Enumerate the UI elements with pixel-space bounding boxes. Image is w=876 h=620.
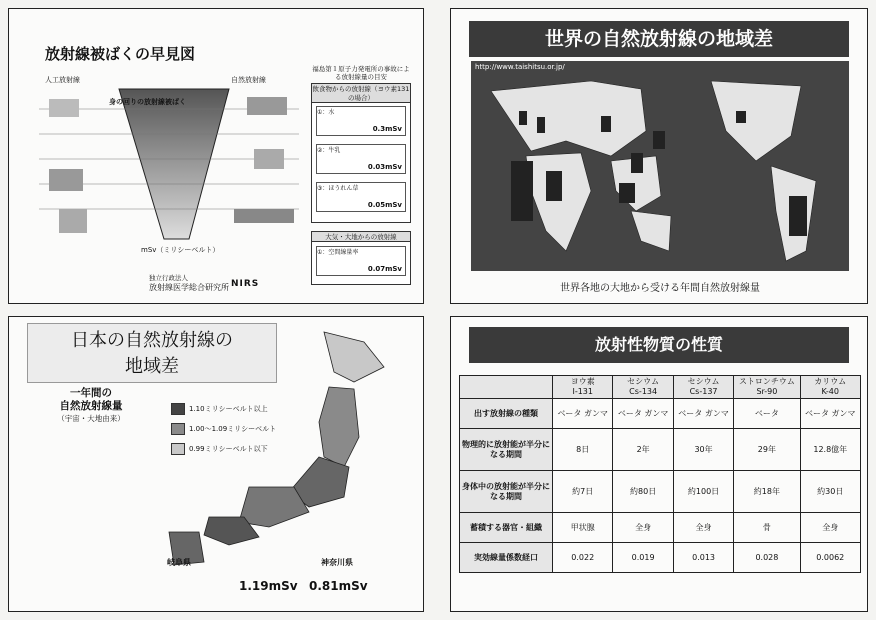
row-header: 身体中の放射能が半分になる期間 bbox=[460, 471, 553, 513]
legend-label: 0.99ミリシーベルト以下 bbox=[189, 445, 268, 453]
legend-note: （宇宙・大地由来） bbox=[57, 414, 125, 423]
table-cell: 0.019 bbox=[613, 543, 673, 573]
kanagawa-label: 神奈川県 bbox=[321, 558, 353, 567]
legend-label: 1.00～1.09ミリシーベルト bbox=[189, 425, 277, 433]
table-cell: 12.8億年 bbox=[800, 429, 860, 471]
table-cell: 29年 bbox=[734, 429, 800, 471]
table-row bbox=[460, 471, 861, 513]
gifu-value: 1.19mSv bbox=[239, 579, 298, 593]
side-header: 福島第１原子力発電所の事故による放射線量の目安 bbox=[312, 65, 410, 81]
food-item-value: 0.3mSv bbox=[372, 125, 402, 133]
table-cell: 約100日 bbox=[673, 471, 733, 513]
legend-title-line1: 一年間の bbox=[70, 387, 112, 399]
world-map bbox=[471, 61, 849, 271]
slide-radioactive-properties bbox=[450, 316, 868, 612]
slide-world-radiation bbox=[450, 8, 868, 304]
col-header bbox=[673, 376, 733, 399]
col-header bbox=[613, 376, 673, 399]
table-cell: 骨 bbox=[734, 513, 800, 543]
food-item-water bbox=[316, 106, 406, 136]
table-cell: ベータ ガンマ bbox=[673, 399, 733, 429]
air-radiation-box bbox=[311, 231, 411, 285]
col-header bbox=[800, 376, 860, 399]
fukushima-dose-panel bbox=[311, 65, 411, 287]
col-code: Cs-134 bbox=[629, 387, 658, 396]
row-header: 出す放射線の種類 bbox=[460, 399, 553, 429]
funnel-center-label: 身の回りの放射線被ばく bbox=[109, 98, 186, 106]
food-item-label: ①：水 bbox=[317, 109, 335, 116]
table-cell: ベータ bbox=[734, 399, 800, 429]
food-item-spinach bbox=[316, 182, 406, 212]
table-cell: 0.028 bbox=[734, 543, 800, 573]
air-header: 大気・大地からの放射線 bbox=[312, 232, 410, 242]
table-cell: ベータ ガンマ bbox=[613, 399, 673, 429]
natural-radiation-label: 自然放射線 bbox=[231, 76, 266, 84]
food-item-milk bbox=[316, 144, 406, 174]
legend-label: 1.10ミリシーベルト以上 bbox=[189, 405, 268, 413]
table-row bbox=[460, 399, 861, 429]
table-cell: 2年 bbox=[613, 429, 673, 471]
food-header: 飲食物からの放射線（ヨウ素131の場合） bbox=[312, 85, 410, 102]
slide-radiation-exposure-chart bbox=[8, 8, 424, 304]
table-cell: 全身 bbox=[613, 513, 673, 543]
slide2-caption: 世界各地の大地から受ける年間自然放射線量 bbox=[560, 283, 760, 294]
table-corner bbox=[460, 376, 553, 399]
table-cell: 全身 bbox=[673, 513, 733, 543]
legend-title-line2: 自然放射線量 bbox=[59, 400, 123, 412]
air-item-label: ①：空間線量率 bbox=[317, 249, 359, 256]
table-cell: 約18年 bbox=[734, 471, 800, 513]
table-cell: 0.0062 bbox=[800, 543, 860, 573]
food-item-value: 0.03mSv bbox=[367, 163, 402, 171]
table-cell: 約7日 bbox=[553, 471, 613, 513]
table-cell: 30年 bbox=[673, 429, 733, 471]
nirs-logo: NIRS bbox=[231, 279, 260, 289]
air-item bbox=[316, 246, 406, 276]
footer-line1: 独立行政法人 bbox=[149, 274, 188, 282]
slide3-title-line2: 地域差 bbox=[125, 356, 179, 377]
col-name: セシウム bbox=[687, 377, 720, 386]
col-code: Sr-90 bbox=[756, 387, 778, 396]
table-row bbox=[460, 429, 861, 471]
table-cell: 0.013 bbox=[673, 543, 733, 573]
slide-japan-radiation bbox=[8, 316, 424, 612]
row-header: 蓄積する器官・組織 bbox=[460, 513, 553, 543]
food-item-label: ②：牛乳 bbox=[317, 147, 341, 154]
food-item-label: ③：ほうれん草 bbox=[317, 185, 359, 192]
source-url: http://www.taishitsu.or.jp/ bbox=[475, 63, 565, 71]
air-item-value: 0.07mSv bbox=[367, 265, 402, 273]
slide4-title: 放射性物質の性質 bbox=[469, 327, 849, 363]
table-cell: 全身 bbox=[800, 513, 860, 543]
exposure-funnel-diagram bbox=[29, 79, 309, 269]
table-header-row bbox=[460, 376, 861, 399]
col-header bbox=[734, 376, 800, 399]
table-cell: ベータ ガンマ bbox=[553, 399, 613, 429]
kanagawa-value: 0.81mSv bbox=[309, 579, 368, 593]
col-name: ストロンチウム bbox=[738, 377, 795, 386]
slide2-title: 世界の自然放射線の地域差 bbox=[469, 21, 849, 57]
slide3-title-line1: 日本の自然放射線の bbox=[71, 330, 233, 351]
table-row bbox=[460, 543, 861, 573]
table-cell: 約30日 bbox=[800, 471, 860, 513]
food-radiation-box bbox=[311, 83, 411, 223]
msv-unit-label: mSv（ミリシーベルト） bbox=[141, 246, 220, 254]
table-cell: 0.022 bbox=[553, 543, 613, 573]
table-row bbox=[460, 513, 861, 543]
japan-map bbox=[149, 327, 409, 567]
col-code: Cs-137 bbox=[689, 387, 718, 396]
col-code: I-131 bbox=[572, 387, 593, 396]
footer-line2: 放射線医学総合研究所 bbox=[149, 283, 229, 292]
row-header: 物理的に放射能が半分になる期間 bbox=[460, 429, 553, 471]
col-name: カリウム bbox=[814, 377, 847, 386]
col-code: K-40 bbox=[821, 387, 839, 396]
table-cell: 8日 bbox=[553, 429, 613, 471]
slide1-title: 放射線被ばくの早見図 bbox=[45, 45, 196, 63]
japan-legend bbox=[31, 387, 277, 453]
row-header: 実効線量係数経口 bbox=[460, 543, 553, 573]
table-cell: 甲状腺 bbox=[553, 513, 613, 543]
table-cell: 約80日 bbox=[613, 471, 673, 513]
table-cell: ベータ ガンマ bbox=[800, 399, 860, 429]
artificial-radiation-label: 人工放射線 bbox=[45, 76, 80, 84]
properties-table bbox=[459, 375, 861, 573]
institute-footer bbox=[149, 274, 229, 292]
food-item-value: 0.05mSv bbox=[367, 201, 402, 209]
col-header bbox=[553, 376, 613, 399]
gifu-label: 岐阜県 bbox=[167, 558, 191, 567]
col-name: ヨウ素 bbox=[570, 377, 595, 386]
col-name: セシウム bbox=[627, 377, 660, 386]
